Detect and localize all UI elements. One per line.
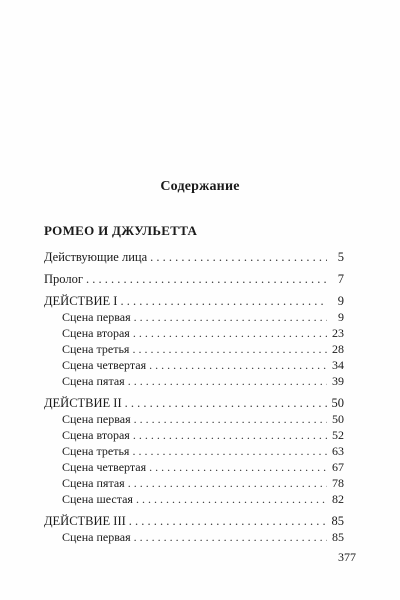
toc-entry-scene [44,443,344,459]
toc-entry-page: 63 [332,444,344,458]
toc-entry-label: Действующие лица [44,250,148,264]
toc-entry-page: 85 [332,530,344,544]
toc-entry-act-3 [44,513,344,529]
leader-dots [150,249,327,265]
toc-entry-page: 7 [337,272,344,286]
toc-entry-scene [44,341,344,357]
toc-entry-page: 28 [332,342,344,356]
play-title: РОМЕО И ДЖУЛЬЕТТА [44,223,198,238]
toc-entry-label: Сцена четвертая [62,358,147,372]
toc-entry-page: 85 [331,514,344,528]
toc-entry-label: Сцена пятая [62,476,125,490]
leader-dots [149,357,327,373]
toc-entry-label: ДЕЙСТВИЕ I [44,294,118,308]
toc-entry-scene [44,459,344,475]
toc-entry-label: Сцена третья [62,342,130,356]
toc-entry-page: 9 [337,294,344,308]
toc-entry-page: 50 [331,396,344,410]
toc-entry-page: 34 [332,358,344,372]
toc-entry-scene [44,427,344,443]
leader-dots [134,529,327,545]
leader-dots [132,443,327,459]
toc-entry-label: Сцена первая [62,310,131,324]
toc-entry-scene [44,491,344,507]
bleed-through-text [226,26,336,96]
toc-entry-page: 50 [332,412,344,426]
leader-dots [120,293,327,309]
toc-entry-label: Пролог [44,272,83,286]
leader-dots [133,427,327,443]
toc-entry-act-2 [44,395,344,411]
toc-entry-page: 23 [332,326,344,340]
toc-entry-page: 39 [332,374,344,388]
leader-dots [125,395,327,411]
leader-dots [129,513,327,529]
leader-dots [134,411,327,427]
toc-entry-page: 82 [332,492,344,506]
toc-entry-characters [44,249,344,265]
toc-entry-label: Сцена третья [62,444,130,458]
toc-entry-label: Сцена вторая [62,428,130,442]
toc-entry-scene [44,309,344,325]
toc-entry-prologue [44,271,344,287]
toc-entry-act-1 [44,293,344,309]
leader-dots [136,491,327,507]
toc-entry-scene [44,373,344,389]
bleed-through-text [238,104,348,184]
leader-dots [133,325,327,341]
toc-entry-label: ДЕЙСТВИЕ III [44,514,126,528]
leader-dots [128,373,327,389]
toc-entry-label: ДЕЙСТВИЕ II [44,396,122,410]
leader-dots [86,271,327,287]
toc-entry-scene [44,529,344,545]
leader-dots [132,341,327,357]
toc-entry-scene [44,357,344,373]
toc-entry-label: Сцена шестая [62,492,133,506]
bleed-through-text [300,210,360,240]
toc-entry-scene [44,325,344,341]
toc-entry-page: 78 [332,476,344,490]
leader-dots [149,459,327,475]
toc-entry-label: Сцена вторая [62,326,130,340]
toc-entry-label: Сцена первая [62,530,131,544]
leader-dots [128,475,327,491]
toc-entry-scene [44,411,344,427]
toc-entry-label: Сцена пятая [62,374,125,388]
toc-entry-label: Сцена четвертая [62,460,147,474]
toc-entry-scene [44,475,344,491]
toc-entry-page: 5 [337,250,344,264]
toc-entry-page: 9 [338,310,344,324]
page-number: 377 [338,550,356,564]
toc-entry-label: Сцена первая [62,412,131,426]
toc-entry-page: 52 [332,428,344,442]
leader-dots [134,309,327,325]
toc-entry-page: 67 [332,460,344,474]
page-title: Содержание [160,179,240,194]
